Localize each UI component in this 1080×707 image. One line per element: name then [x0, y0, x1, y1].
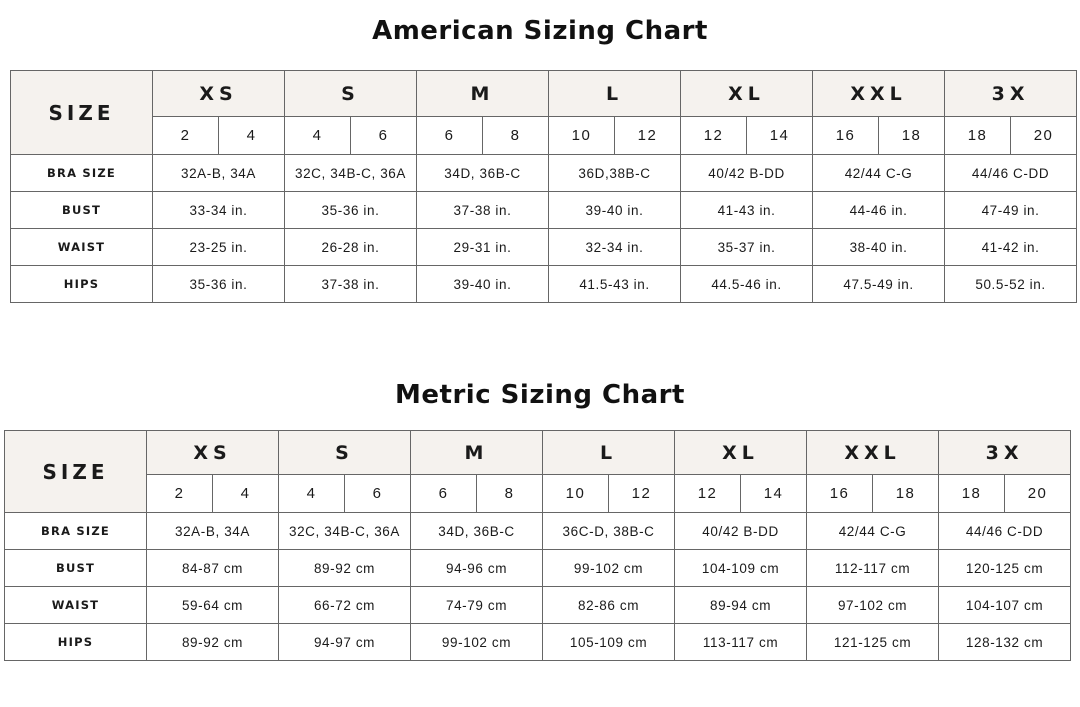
- size-label-l: L: [549, 71, 681, 117]
- size-number: 4: [285, 117, 351, 155]
- american-sizing-table: [10, 70, 1077, 303]
- metric-sizing-table: [4, 430, 1071, 661]
- measurement-cell: 41-42 in.: [945, 229, 1077, 266]
- size-corner-label: SIZE: [5, 431, 147, 513]
- measurement-cell: 59-64 cm: [147, 587, 279, 624]
- measurement-cell: 40/42 B-DD: [675, 513, 807, 550]
- bra-size-row: [5, 513, 1071, 550]
- measurement-cell: 82-86 cm: [543, 587, 675, 624]
- size-number: 16: [813, 117, 879, 155]
- size-number: 4: [219, 117, 285, 155]
- hips-row: [11, 266, 1077, 303]
- measurement-cell: 50.5-52 in.: [945, 266, 1077, 303]
- size-label-xl: XL: [675, 431, 807, 475]
- size-number: 14: [747, 117, 813, 155]
- measurement-cell: 32A-B, 34A: [153, 155, 285, 192]
- size-number: 16: [807, 475, 873, 513]
- size-number: 4: [279, 475, 345, 513]
- measurement-cell: 41-43 in.: [681, 192, 813, 229]
- measurement-cell: 35-37 in.: [681, 229, 813, 266]
- size-number: 12: [681, 117, 747, 155]
- size-label-m: M: [411, 431, 543, 475]
- measurement-cell: 89-92 cm: [147, 624, 279, 661]
- size-number: 10: [543, 475, 609, 513]
- measurement-cell: 104-107 cm: [939, 587, 1071, 624]
- size-number-row: [5, 475, 1071, 513]
- measurement-cell: 29-31 in.: [417, 229, 549, 266]
- size-number: 6: [411, 475, 477, 513]
- measurement-cell: 32C, 34B-C, 36A: [279, 513, 411, 550]
- size-label-xs: XS: [147, 431, 279, 475]
- measurement-cell: 112-117 cm: [807, 550, 939, 587]
- size-number: 18: [879, 117, 945, 155]
- size-label-3x: 3X: [939, 431, 1071, 475]
- measurement-cell: 89-94 cm: [675, 587, 807, 624]
- row-label: HIPS: [11, 266, 153, 303]
- american-chart-title: American Sizing Chart: [372, 16, 708, 46]
- measurement-cell: 41.5-43 in.: [549, 266, 681, 303]
- size-label-3x: 3X: [945, 71, 1077, 117]
- measurement-cell: 42/44 C-G: [813, 155, 945, 192]
- measurement-cell: 38-40 in.: [813, 229, 945, 266]
- measurement-cell: 104-109 cm: [675, 550, 807, 587]
- bust-row: [11, 192, 1077, 229]
- measurement-cell: 89-92 cm: [279, 550, 411, 587]
- row-label: WAIST: [11, 229, 153, 266]
- size-number: 20: [1005, 475, 1071, 513]
- size-label-xl: XL: [681, 71, 813, 117]
- waist-row: [11, 229, 1077, 266]
- measurement-cell: 44/46 C-DD: [945, 155, 1077, 192]
- waist-row: [5, 587, 1071, 624]
- size-number: 18: [945, 117, 1011, 155]
- size-label-l: L: [543, 431, 675, 475]
- measurement-cell: 47-49 in.: [945, 192, 1077, 229]
- measurement-cell: 47.5-49 in.: [813, 266, 945, 303]
- size-label-xxl: XXL: [813, 71, 945, 117]
- size-number: 6: [345, 475, 411, 513]
- measurement-cell: 37-38 in.: [285, 266, 417, 303]
- size-label-s: S: [279, 431, 411, 475]
- measurement-cell: 26-28 in.: [285, 229, 417, 266]
- size-label-xs: XS: [153, 71, 285, 117]
- measurement-cell: 128-132 cm: [939, 624, 1071, 661]
- measurement-cell: 39-40 in.: [549, 192, 681, 229]
- size-number: 6: [351, 117, 417, 155]
- size-label-row: [11, 71, 1077, 117]
- measurement-cell: 23-25 in.: [153, 229, 285, 266]
- size-number: 8: [483, 117, 549, 155]
- size-label-row: [5, 431, 1071, 475]
- size-label-s: S: [285, 71, 417, 117]
- measurement-cell: 44-46 in.: [813, 192, 945, 229]
- size-number: 18: [939, 475, 1005, 513]
- size-number: 14: [741, 475, 807, 513]
- size-number: 18: [873, 475, 939, 513]
- measurement-cell: 33-34 in.: [153, 192, 285, 229]
- row-label: BUST: [11, 192, 153, 229]
- row-label: HIPS: [5, 624, 147, 661]
- size-label-xxl: XXL: [807, 431, 939, 475]
- measurement-cell: 113-117 cm: [675, 624, 807, 661]
- size-number: 12: [615, 117, 681, 155]
- size-number: 4: [213, 475, 279, 513]
- measurement-cell: 84-87 cm: [147, 550, 279, 587]
- metric-chart-title: Metric Sizing Chart: [395, 380, 685, 410]
- measurement-cell: 74-79 cm: [411, 587, 543, 624]
- size-number: 12: [609, 475, 675, 513]
- measurement-cell: 32A-B, 34A: [147, 513, 279, 550]
- measurement-cell: 121-125 cm: [807, 624, 939, 661]
- row-label: WAIST: [5, 587, 147, 624]
- measurement-cell: 39-40 in.: [417, 266, 549, 303]
- measurement-cell: 42/44 C-G: [807, 513, 939, 550]
- measurement-cell: 37-38 in.: [417, 192, 549, 229]
- hips-row: [5, 624, 1071, 661]
- size-number: 12: [675, 475, 741, 513]
- measurement-cell: 44.5-46 in.: [681, 266, 813, 303]
- measurement-cell: 36D,38B-C: [549, 155, 681, 192]
- measurement-cell: 99-102 cm: [411, 624, 543, 661]
- measurement-cell: 105-109 cm: [543, 624, 675, 661]
- measurement-cell: 32-34 in.: [549, 229, 681, 266]
- measurement-cell: 34D, 36B-C: [411, 513, 543, 550]
- measurement-cell: 35-36 in.: [285, 192, 417, 229]
- measurement-cell: 94-97 cm: [279, 624, 411, 661]
- measurement-cell: 44/46 C-DD: [939, 513, 1071, 550]
- size-corner-label: SIZE: [11, 71, 153, 155]
- size-number: 6: [417, 117, 483, 155]
- measurement-cell: 66-72 cm: [279, 587, 411, 624]
- size-number: 8: [477, 475, 543, 513]
- measurement-cell: 97-102 cm: [807, 587, 939, 624]
- size-number: 20: [1011, 117, 1077, 155]
- size-number: 10: [549, 117, 615, 155]
- measurement-cell: 40/42 B-DD: [681, 155, 813, 192]
- measurement-cell: 120-125 cm: [939, 550, 1071, 587]
- bust-row: [5, 550, 1071, 587]
- row-label: BRA SIZE: [11, 155, 153, 192]
- measurement-cell: 99-102 cm: [543, 550, 675, 587]
- measurement-cell: 36C-D, 38B-C: [543, 513, 675, 550]
- size-label-m: M: [417, 71, 549, 117]
- size-number: 2: [147, 475, 213, 513]
- measurement-cell: 34D, 36B-C: [417, 155, 549, 192]
- bra-size-row: [11, 155, 1077, 192]
- measurement-cell: 94-96 cm: [411, 550, 543, 587]
- size-number-row: [11, 117, 1077, 155]
- row-label: BUST: [5, 550, 147, 587]
- measurement-cell: 35-36 in.: [153, 266, 285, 303]
- size-number: 2: [153, 117, 219, 155]
- measurement-cell: 32C, 34B-C, 36A: [285, 155, 417, 192]
- row-label: BRA SIZE: [5, 513, 147, 550]
